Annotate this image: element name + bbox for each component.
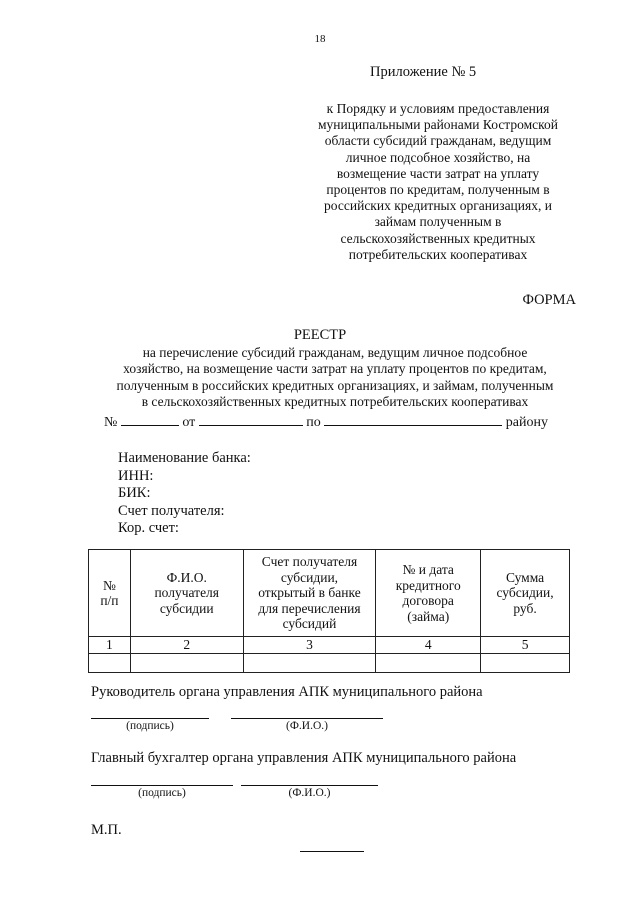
approval-line: возмещение части затрат на уплату [336, 165, 540, 181]
approval-line: области субсидий гражданам, ведущим [324, 133, 552, 149]
registry-description [70, 345, 600, 411]
column-number: 4 [376, 637, 481, 654]
column-number-row [89, 637, 570, 654]
form-label: ФОРМА [522, 292, 576, 308]
by-label: по [306, 415, 321, 430]
district-blank[interactable] [324, 413, 502, 426]
approval-line: процентов по кредитам, полученным в [326, 182, 550, 198]
date-blank[interactable] [199, 413, 303, 426]
accountant-signature-caption: (подпись) [138, 787, 186, 799]
approval-line: потребительских кооперативах [348, 246, 528, 262]
accountant-name-caption: (Ф.И.О.) [288, 787, 331, 799]
number-label: № [104, 415, 118, 430]
header-number: № п/п [89, 550, 131, 637]
table-cell[interactable] [376, 653, 481, 672]
bank-name-field: Наименование банка: [118, 450, 251, 466]
end-divider [300, 851, 364, 852]
header-full-name: Ф.И.О. получателя субсидии [130, 550, 243, 637]
district-label: району [505, 415, 548, 430]
accountant-signature-title: Главный бухгалтер органа управления АПК муниципального района [91, 750, 517, 766]
accountant-name-line[interactable] [241, 785, 378, 786]
header-credit-contract: № и дата кредитного договора (займа) [376, 550, 481, 637]
description-line: полученным в российских кредитных организациях, и займам, полученным [116, 377, 554, 393]
number-blank[interactable] [121, 413, 179, 426]
approval-line: к Порядку и условиям предоставления [326, 101, 550, 116]
head-name-line[interactable] [231, 718, 383, 719]
approval-line: сельскохозяйственных кредитных [340, 230, 536, 246]
column-number: 5 [481, 637, 570, 654]
header-account: Счет получателя субсидии, открытый в банке для перечисления субсидий [243, 550, 376, 637]
registry-table [88, 549, 570, 673]
appendix-title: Приложение № 5 [370, 64, 477, 80]
column-number: 1 [89, 637, 131, 654]
table-cell[interactable] [89, 653, 131, 672]
approval-reference [288, 101, 588, 263]
description-line: на перечисление субсидий гражданам, ведущим личное подсобное [142, 345, 528, 360]
table-cell[interactable] [243, 653, 376, 672]
corr-account-field: Кор. счет: [118, 520, 179, 537]
from-label: от [182, 415, 196, 430]
head-signature-title: Руководитель органа управления АПК муниципального района [91, 684, 483, 700]
description-line: в сельскохозяйственных кредитных потребительских кооперативах [141, 394, 529, 410]
description-line: хозяйство, на возмещение части затрат на уплату процентов по кредитам, [123, 361, 547, 377]
bik-field: БИК: [118, 485, 151, 502]
approval-line: займам полученным в [374, 214, 502, 230]
table-cell[interactable] [130, 653, 243, 672]
registry-number-line [104, 413, 548, 431]
page-number: 18 [314, 33, 326, 45]
bank-details [118, 450, 251, 538]
approval-line: российских кредитных организациях, и [324, 198, 552, 214]
header-subsidy-amount: Сумма субсидии, руб. [481, 550, 570, 637]
table-header-row [89, 550, 570, 637]
column-number: 2 [130, 637, 243, 654]
approval-line: личное подсобное хозяйство, на [345, 149, 531, 165]
column-number: 3 [243, 637, 376, 654]
accountant-signature-line[interactable] [91, 785, 233, 786]
table-cell[interactable] [481, 653, 570, 672]
recipient-account-field: Счет получателя: [118, 502, 225, 519]
registry-title: РЕЕСТР [293, 327, 347, 343]
table-row [89, 653, 570, 672]
head-signature-line[interactable] [91, 718, 209, 719]
inn-field: ИНН: [118, 467, 154, 484]
stamp-label: М.П. [91, 822, 122, 838]
head-name-caption: (Ф.И.О.) [286, 720, 328, 732]
approval-line: муниципальными районами Костромской [317, 117, 559, 133]
head-signature-caption: (подпись) [126, 720, 174, 732]
